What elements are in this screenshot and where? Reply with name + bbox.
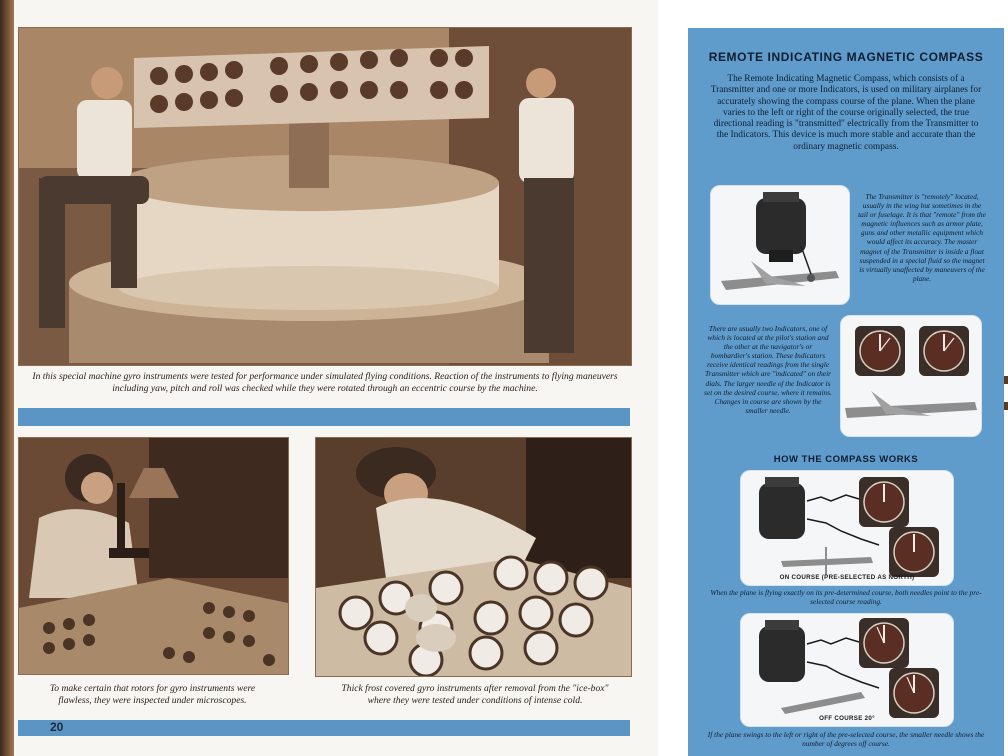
page-number: 20 [50,720,64,734]
compass-section-title: REMOTE INDICATING MAGNETIC COMPASS [708,50,984,64]
microscope-illustration [19,438,288,674]
off-course-card [740,613,954,727]
indicators-card [840,315,982,437]
transmitter-card [710,185,850,305]
bottom-left-caption: To make certain that rotors for gyro instruments were flawless, they were inspected under microscopes. [49,683,256,706]
top-photo-caption: In this special machine gyro instruments were tested for performance under simulated flying conditions. Reaction of the instruments to flying maneuvers including yaw, pitch and roll was checked while they were rotated through an eccentric course by the machine. [32,371,618,394]
frost-instruments-illustration [316,438,631,676]
divider-bar-bottom [18,720,630,736]
off-course-note: If the plane swings to the left or right of the pre-selected course, the smaller needle shows the number of degrees off course. [707,730,985,749]
divider-bar-top [18,408,630,426]
on-course-card [740,470,954,586]
photo-gyro-test-machine [18,27,632,366]
book-binding [0,0,14,756]
right-page [688,28,1004,756]
photo-microscope-inspection [18,437,289,675]
on-course-note: When the plane is flying exactly on its pre-determined course, both needles point to the pre-selected course reading. [710,588,982,607]
page-edge-mark [1004,402,1008,410]
indicators-illustration [841,316,981,436]
off-course-illustration [741,614,953,726]
indicators-note: There are usually two Indicators, one of which is located at the pilot's station and the other at the navigator's or bombardier's station. These Indicators receive identical readings from the single Transmitter which are "indicated" on their dials. The larger needle of the Indicator is set on the desired course, where it remains. Changes in course are shown by the smaller needle. [704,324,832,415]
off-course-label: OFF COURSE 20° [819,715,875,722]
transmitter-note: The Transmitter is "remotely" located, usually in the wing but sometimes in the tail or fuselage. It is that "remote" from the magnetic influences such as armor plate, guns and other metallic equipment which would affect its accuracy. The master magnet of the Transmitter is inside a float suspended in a special fluid so the magnet is virtually unaffected by maneuvers of the plane. [858,192,986,283]
on-course-label: ON COURSE (PRE-SELECTED AS NORTH) [779,574,915,581]
photo-frost-instruments [315,437,632,677]
page-edge-mark [1004,376,1008,384]
how-compass-works-title: HOW THE COMPASS WORKS [773,454,919,465]
bottom-right-caption: Thick frost covered gyro instruments after removal from the "ice-box" where they were tested under conditions of intense cold. [341,683,609,706]
transmitter-plane-illustration [711,186,849,304]
on-course-illustration [741,471,953,585]
gyro-machine-illustration [19,28,631,365]
compass-intro-paragraph: The Remote Indicating Magnetic Compass, which consists of a Transmitter and one or more Indicators, is used on military airplanes for accurately showing the compass course of the plane. When the plane varies to the left or right of the course originally selected, the true directional reading is "transmitted" electrically from the Transmitter to the Indicators. This device is much more stable and accurate than the ordinary magnetic compass. [710,74,982,152]
